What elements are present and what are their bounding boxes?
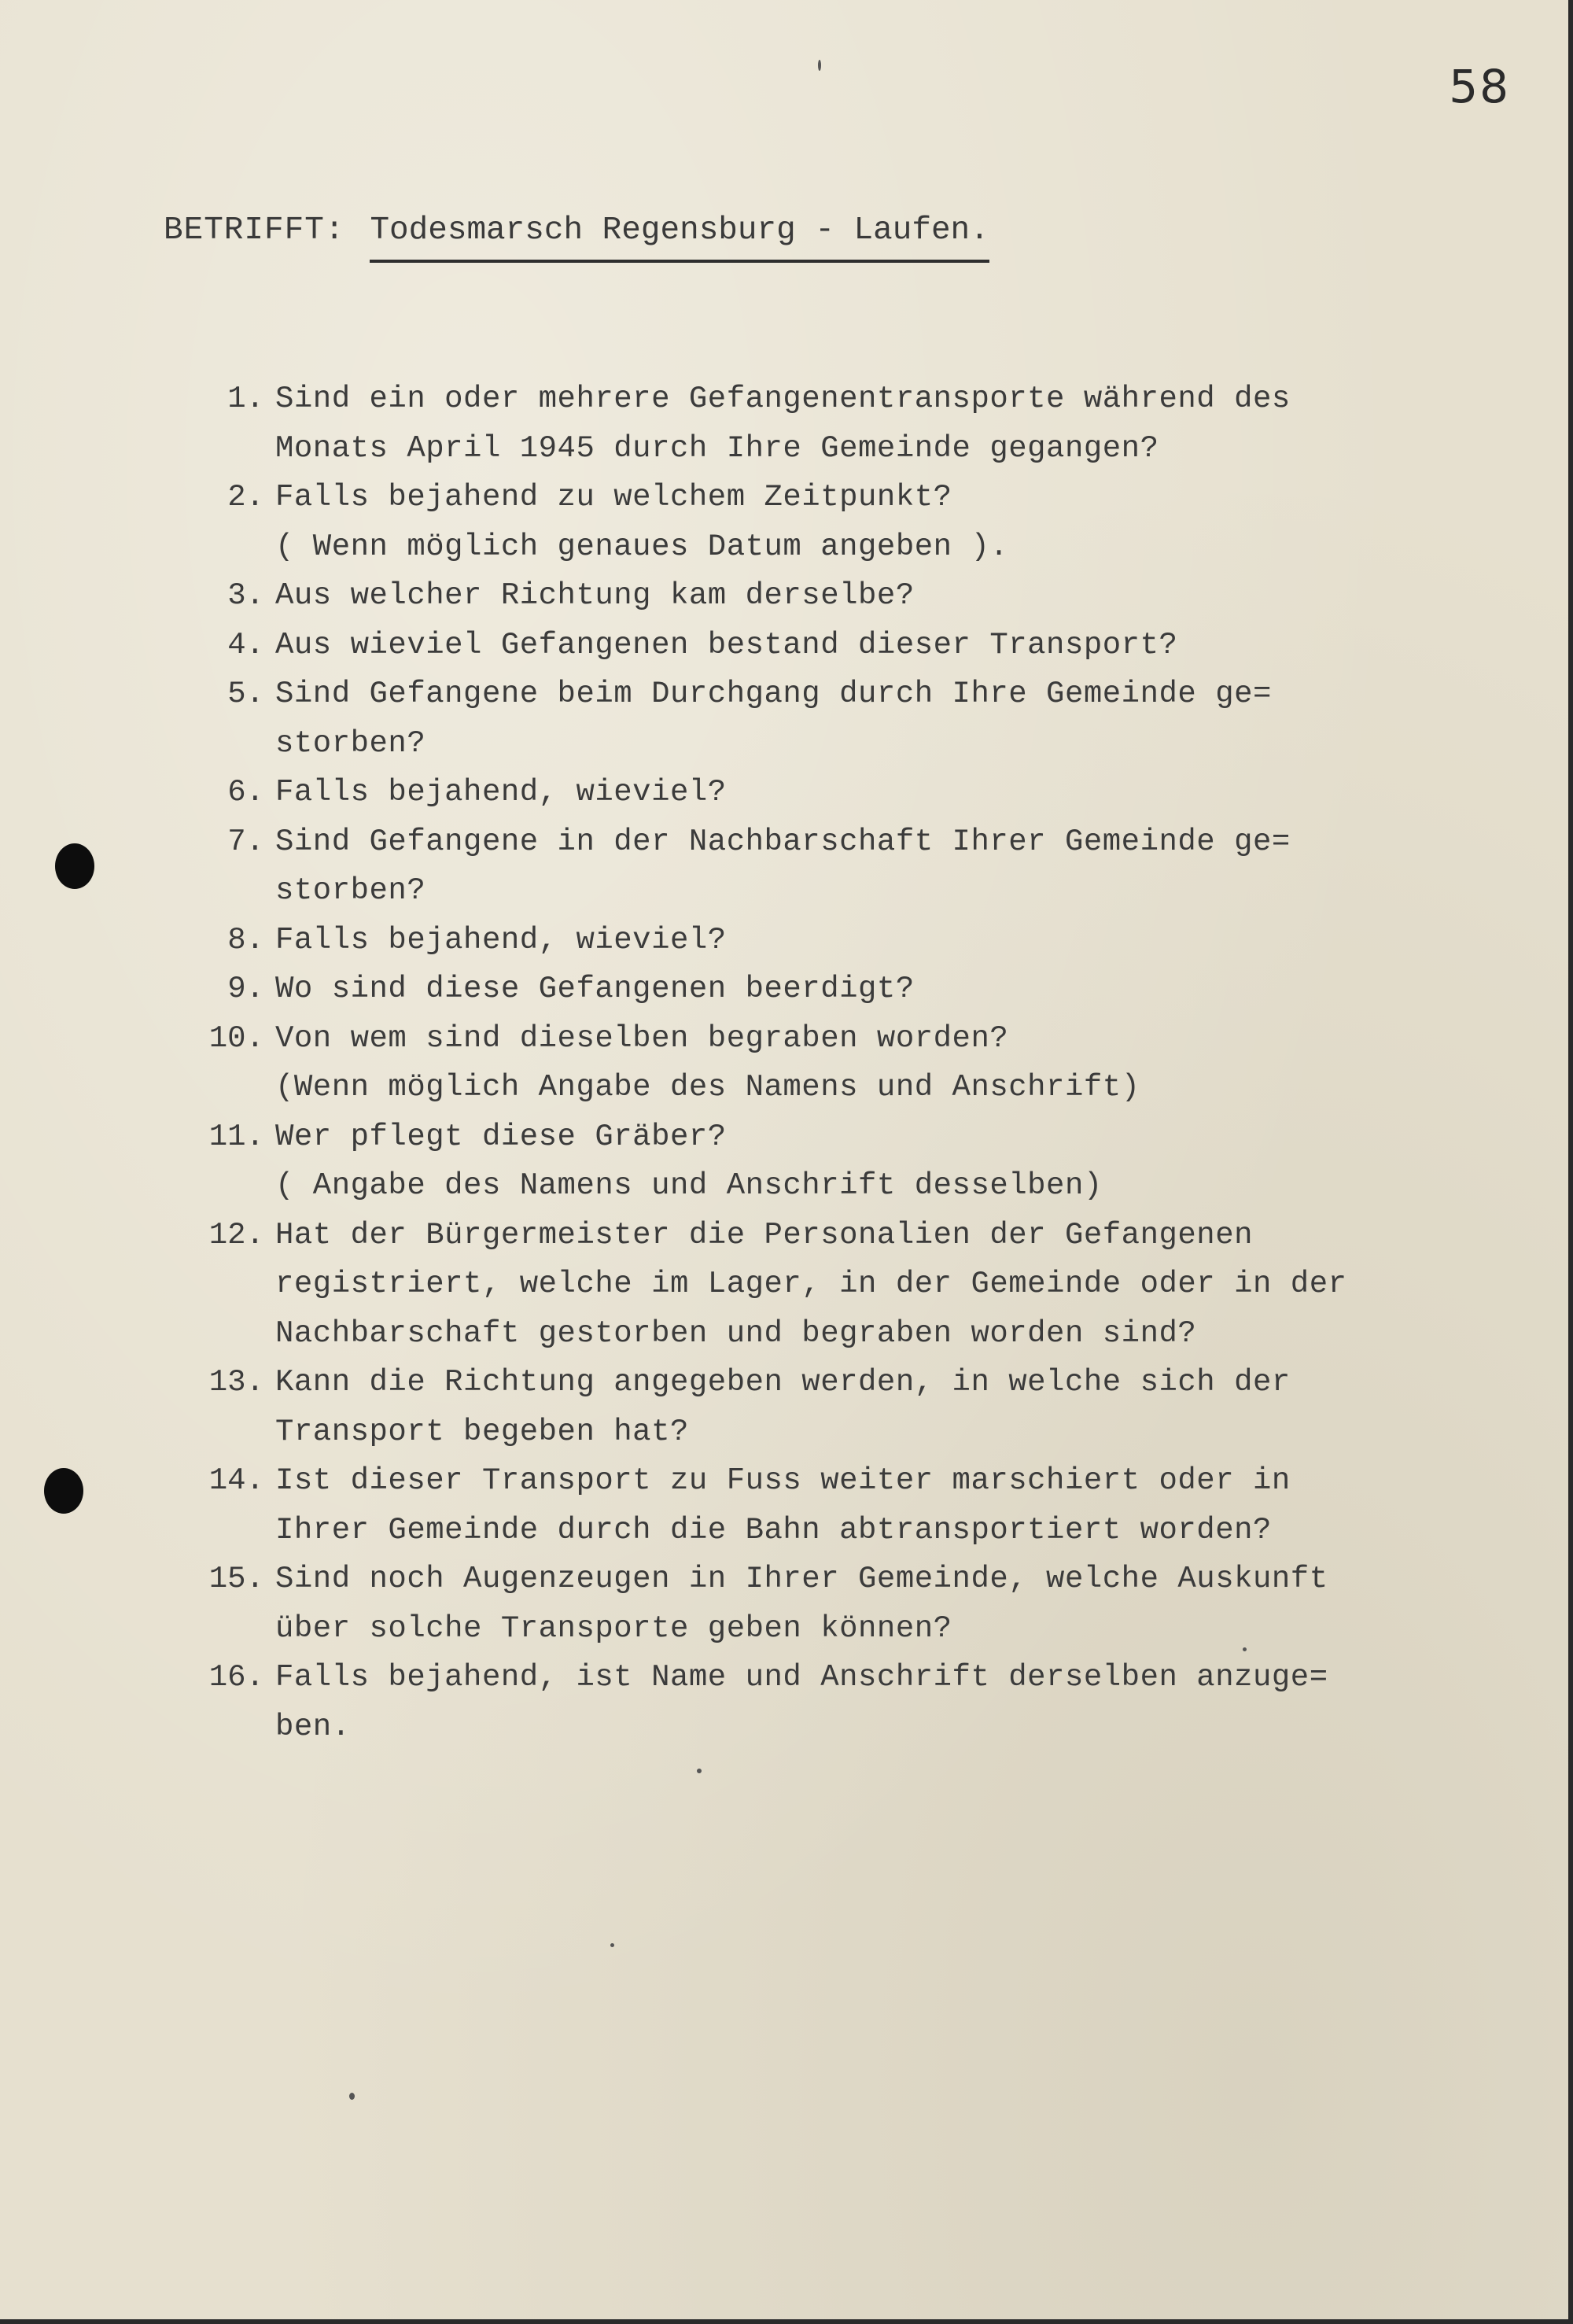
question-text-line: ben. [275, 1709, 351, 1744]
question-text-line: Nachbarschaft gestorben und begraben worden sind? [275, 1315, 1197, 1351]
question-item [189, 473, 1416, 571]
question-number: 5. [227, 677, 264, 711]
punch-hole [44, 1468, 83, 1514]
question-item [189, 1555, 1416, 1653]
subject-text: Todesmarsch Regensburg - Laufen. [370, 212, 989, 263]
question-text-line: (Wenn möglich Angabe des Namens und Anschrift) [275, 1070, 1140, 1105]
subject-line [164, 212, 989, 249]
question-text-line: Falls bejahend, wieviel? [275, 922, 727, 957]
question-text-line: storben? [275, 873, 426, 908]
question-item [189, 670, 1416, 768]
question-number: 13. [208, 1365, 264, 1400]
question-item [189, 621, 1416, 670]
question-text-line: Transport begeben hat? [275, 1414, 689, 1449]
question-text-line: Aus wieviel Gefangenen bestand dieser Transport? [275, 627, 1178, 662]
page-number: 58 [1449, 60, 1510, 113]
question-item [189, 1653, 1416, 1751]
question-item [189, 916, 1416, 965]
question-number: 6. [227, 775, 264, 810]
question-number: 16. [208, 1660, 264, 1695]
question-item [189, 1358, 1416, 1456]
question-number: 10. [208, 1020, 264, 1056]
question-item [189, 1211, 1416, 1359]
question-text-line: Wer pflegt diese Gräber? [275, 1119, 727, 1154]
question-number: 12. [208, 1217, 264, 1252]
question-text-line: storben? [275, 725, 426, 761]
subject-label: BETRIFFT: [164, 212, 345, 249]
question-text-line: Ist dieser Transport zu Fuss weiter marschiert oder in [275, 1463, 1291, 1498]
question-number: 15. [208, 1562, 264, 1596]
paper-speck [349, 2093, 355, 2100]
question-text-line: Monats April 1945 durch Ihre Gemeinde gegangen? [275, 430, 1159, 466]
question-text-line: Falls bejahend, wieviel? [275, 775, 727, 810]
question-text-line: Kann die Richtung angegeben werden, in welche sich der [275, 1365, 1291, 1400]
question-item [189, 817, 1416, 916]
question-text-line: registriert, welche im Lager, in der Gemeinde oder in der [275, 1267, 1347, 1301]
punch-hole [55, 843, 94, 889]
question-list [189, 374, 1416, 1751]
question-item [189, 1456, 1416, 1555]
question-text-line: Wo sind diese Gefangenen beerdigt? [275, 972, 915, 1006]
question-item [189, 1112, 1416, 1211]
question-text-line: Von wem sind dieselben begraben worden? [275, 1020, 1009, 1056]
question-number: 7. [227, 824, 264, 859]
paper-speck [697, 1769, 702, 1773]
question-item [189, 571, 1416, 621]
question-text-line: über solche Transporte geben können? [275, 1610, 952, 1646]
question-number: 9. [227, 972, 264, 1006]
question-text-line: Sind Gefangene in der Nachbarschaft Ihrer Gemeinde ge= [275, 824, 1291, 859]
question-number: 3. [227, 578, 264, 613]
question-item [189, 768, 1416, 817]
question-number: 14. [208, 1463, 264, 1498]
question-text-line: ( Wenn möglich genaues Datum angeben ). [275, 529, 1009, 564]
question-text-line: ( Angabe des Namens und Anschrift desselben) [275, 1168, 1103, 1203]
question-text-line: Ihrer Gemeinde durch die Bahn abtransportiert worden? [275, 1512, 1272, 1547]
question-number: 4. [227, 627, 264, 662]
question-text-line: Falls bejahend, ist Name und Anschrift derselben anzuge= [275, 1660, 1328, 1695]
question-text-line: Sind ein oder mehrere Gefangenentransporte während des [275, 382, 1291, 416]
question-number: 2. [227, 480, 264, 515]
question-number: 11. [208, 1119, 264, 1154]
question-text-line: Hat der Bürgermeister die Personalien der Gefangenen [275, 1217, 1253, 1252]
question-item [189, 965, 1416, 1014]
question-text-line: Aus welcher Richtung kam derselbe? [275, 578, 915, 613]
question-text-line: Sind noch Augenzeugen in Ihrer Gemeinde, welche Auskunft [275, 1562, 1328, 1596]
question-number: 8. [227, 922, 264, 957]
question-item [189, 374, 1416, 473]
question-text-line: Sind Gefangene beim Durchgang durch Ihre Gemeinde ge= [275, 677, 1272, 711]
question-number: 1. [227, 382, 264, 416]
paper-speck [610, 1943, 614, 1947]
question-text-line: Falls bejahend zu welchem Zeitpunkt? [275, 480, 952, 515]
paper-speck [818, 60, 821, 71]
question-item [189, 1014, 1416, 1112]
